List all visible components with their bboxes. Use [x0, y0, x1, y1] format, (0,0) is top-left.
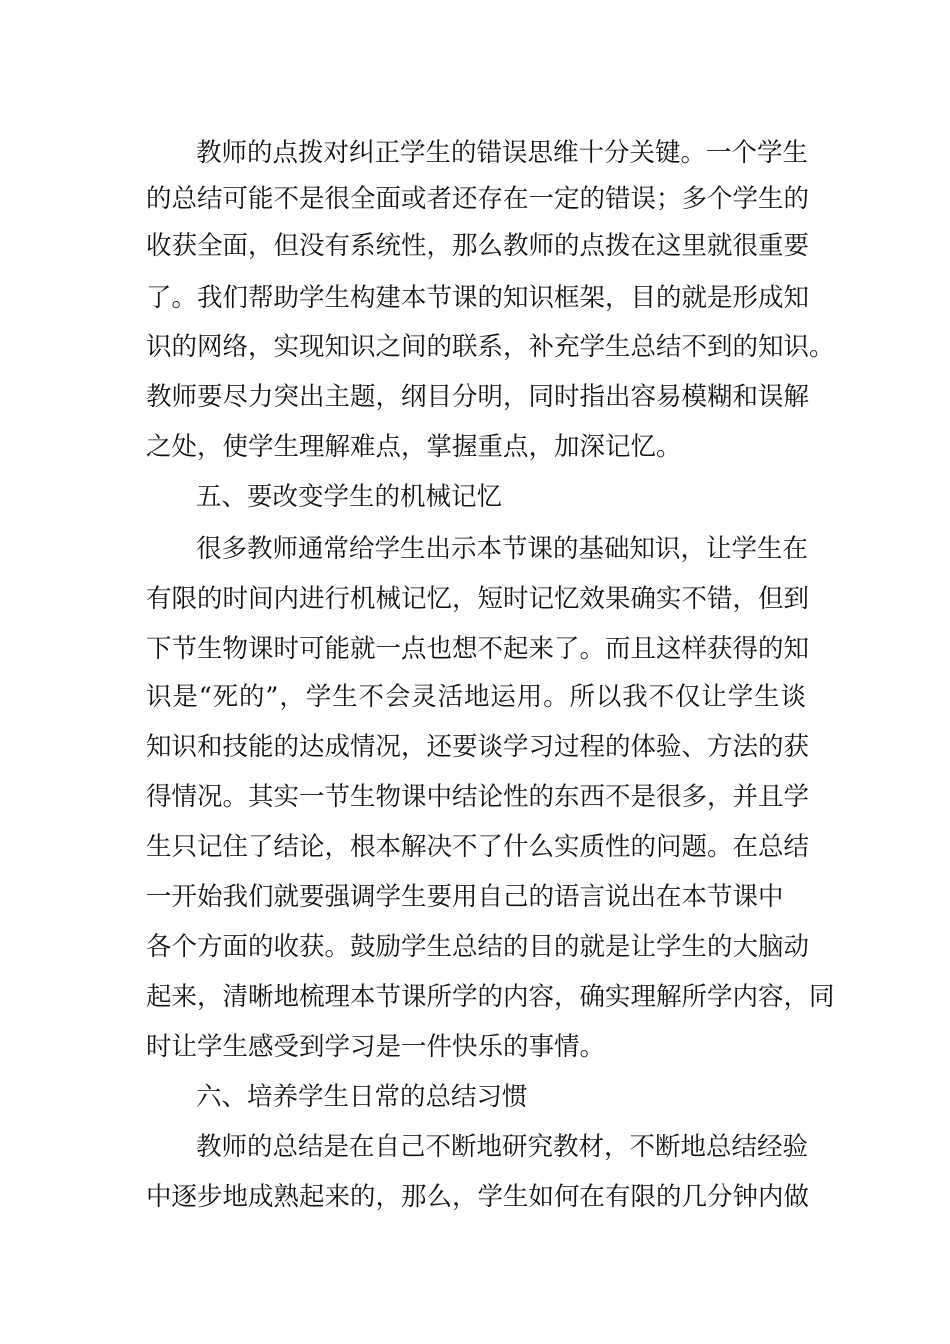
paragraph-line: 下节生物课时可能就一点也想不起来了。而且这样获得的知	[146, 634, 810, 664]
paragraph-line: 有限的时间内进行机械记忆，短时记忆效果确实不错，但到	[146, 584, 810, 614]
section-heading: 六、培养学生日常的总结习惯	[196, 1082, 528, 1112]
paragraph-line: 了。我们帮助学生构建本节课的知识框架，目的就是形成知	[146, 283, 810, 313]
paragraph-line: 起来，清晰地梳理本节课所学的内容，确实理解所学内容，同	[146, 982, 835, 1012]
paragraph-line: 教师要尽力突出主题，纲目分明，同时指出容易模糊和误解	[146, 382, 810, 412]
paragraph-line: 生只记住了结论，根本解决不了什么实质性的问题。在总结	[146, 832, 810, 862]
section-heading: 五、要改变学生的机械记忆	[196, 482, 503, 512]
paragraph-line: 一开始我们就要强调学生要用自己的语言说出在本节课中	[146, 882, 784, 912]
paragraph-line: 很多教师通常给学生出示本节课的基础知识，让学生在	[196, 534, 809, 564]
paragraph-line: 教师的点拨对纠正学生的错误思维十分关键。一个学生	[196, 138, 809, 168]
paragraph-line: 得情况。其实一节生物课中结论性的东西不是很多，并且学	[146, 782, 810, 812]
paragraph-line: 识的网络，实现知识之间的联系，补充学生总结不到的知识。	[146, 332, 835, 362]
paragraph-line: 时让学生感受到学习是一件快乐的事情。	[146, 1032, 606, 1062]
paragraph-line: 收获全面，但没有系统性，那么教师的点拨在这里就很重要	[146, 231, 810, 261]
paragraph-line: 知识和技能的达成情况，还要谈学习过程的体验、方法的获	[146, 732, 810, 762]
paragraph-line: 教师的总结是在自己不断地研究教材，不断地总结经验	[196, 1132, 809, 1162]
paragraph-line: 的总结可能不是很全面或者还存在一定的错误；多个学生的	[146, 184, 810, 214]
paragraph-line: 识是“死的”，学生不会灵活地运用。所以我不仅让学生谈	[146, 682, 806, 712]
paragraph-line: 中逐步地成熟起来的，那么，学生如何在有限的几分钟内做	[146, 1182, 810, 1212]
paragraph-line: 之处，使学生理解难点，掌握重点，加深记忆。	[146, 432, 682, 462]
paragraph-line: 各个方面的收获。鼓励学生总结的目的就是让学生的大脑动	[146, 932, 810, 962]
